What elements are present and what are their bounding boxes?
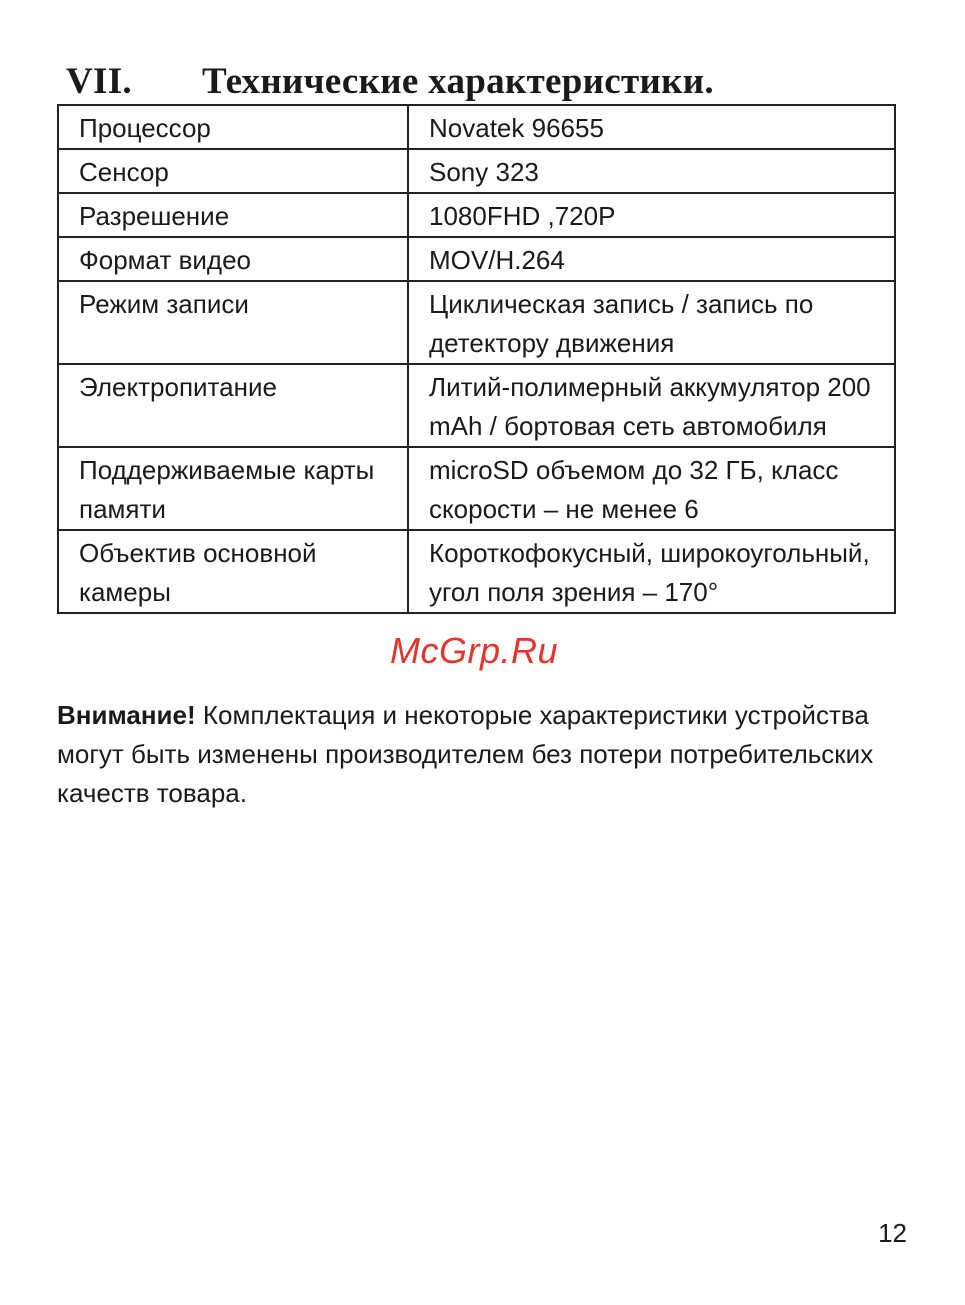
spec-value: Sony 323 <box>408 149 895 193</box>
watermark-text: McGrp.Ru <box>390 630 559 671</box>
spec-name: Сенсор <box>58 149 408 193</box>
table-row <box>58 193 895 237</box>
table-row <box>58 364 895 447</box>
spec-name: Объектив основной камеры <box>58 530 408 613</box>
table-row <box>58 447 895 530</box>
table-row <box>58 149 895 193</box>
spec-name: Процессор <box>58 105 408 149</box>
spec-name: Электропитание <box>58 364 408 447</box>
specifications-table <box>57 104 896 614</box>
section-title: Технические характеристики. <box>202 61 714 102</box>
spec-value: 1080FHD ,720P <box>408 193 895 237</box>
page-number: 12 <box>878 1218 907 1248</box>
spec-name: Разрешение <box>58 193 408 237</box>
section-heading <box>66 58 714 106</box>
notice-text: Комплектация и некоторые характеристики устройства могут быть изменены производителем без потери потребительских качеств товара. <box>57 700 874 808</box>
table-row <box>58 105 895 149</box>
spec-value: Литий-полимерный аккумулятор 200 mAh / бортовая сеть автомобиля <box>408 364 895 447</box>
table-row <box>58 530 895 613</box>
notice-paragraph <box>57 696 917 813</box>
spec-value: MOV/H.264 <box>408 237 895 281</box>
spec-name: Режим записи <box>58 281 408 364</box>
spec-value: Novatek 96655 <box>408 105 895 149</box>
spec-name: Поддерживаемые карты памяти <box>58 447 408 530</box>
table-row <box>58 237 895 281</box>
spec-value: Циклическая запись / запись по детектору движения <box>408 281 895 364</box>
spec-value: microSD объемом до 32 ГБ, класс скорости – не менее 6 <box>408 447 895 530</box>
spec-name: Формат видео <box>58 237 408 281</box>
section-number: VII. <box>66 61 132 102</box>
table-row <box>58 281 895 364</box>
spec-value: Короткофокусный, широкоугольный, угол поля зрения – 170° <box>408 530 895 613</box>
notice-label: Внимание! <box>57 700 196 730</box>
